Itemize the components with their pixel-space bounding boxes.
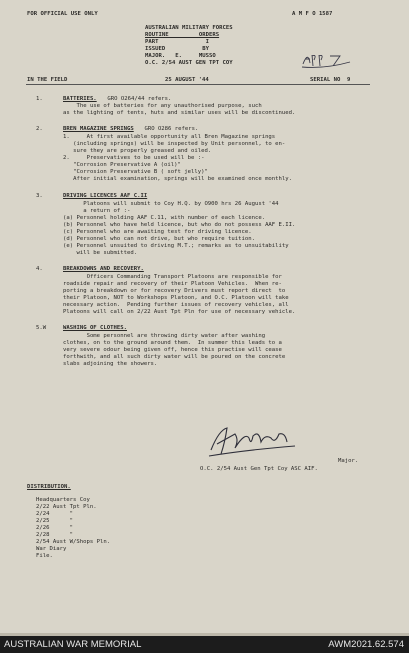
section-line: sure they are properly greased and oiled. [63,148,212,154]
section-line: After initial examination, springs will be examined once monthly. [63,176,293,182]
distribution-item: 2/28 " [36,532,74,538]
archive-footer [0,636,409,653]
section-line: "Corrosion Preservative B ( soft jelly)" [63,169,208,175]
serial-number: SERIAL NO 9 [310,77,351,83]
distribution-item: 2/24 " [36,511,74,517]
order-date: 25 AUGUST '44 [165,77,209,83]
section-line: very severe odour being given off, hence this practise will cease [63,347,282,353]
section-line: will be submitted. [63,250,138,256]
section-line: (including springs) will be inspected by Unit personnel, to en- [63,141,286,147]
section-line: (c) Personnel who are awaiting test for driving licence. [63,229,252,235]
distribution-item: War Diary [36,546,67,552]
section-line: The use of batteries for any unauthorised purpose, such [63,103,262,109]
signatory-appointment: O.C. 2/54 Aust Gen Tpt Coy ASC AIF. [200,466,318,472]
distribution-title: DISTRIBUTION. [27,484,71,490]
classification-label: FOR OFFICIAL USE ONLY [27,11,98,17]
section-line: (b) Personnel who have held licence, but who do not possess AAF E.II. [63,222,296,228]
section-line: slabs adjoining the showers. [63,361,158,367]
section-line: Some personnel are throwing dirty water after washing [63,333,266,339]
distribution-item: 2/54 Aust W/Shops Pln. [36,539,111,545]
issued-label: ISSUED BY [145,46,209,52]
section-line: as the lighting of tents, huts and similar uses will be discontinued. [63,110,296,116]
distribution-item: 2/22 Aust Tpt Pln. [36,504,97,510]
section-title: BATTERIES. [63,96,97,102]
location-label: IN THE FIELD [27,77,68,83]
section-line: GRO O286 refers. [137,126,199,132]
section-line: forthwith, and all such dirty water will be poured on the concrete [63,354,286,360]
section-line: roadside repair and recovery of their Platoon Vehicles. When re- [63,281,282,287]
section-number: 5.W [36,325,47,331]
section-line: Platoons will submit to Coy H.Q. by O900 hrs 26 August '44 [63,201,279,207]
distribution-item: File. [36,553,53,559]
section-number: 3. [36,193,43,199]
section-title: BREN MAGAZINE SPRINGS [63,126,134,132]
section-line: (d) Personnel who can not drive, but who require tuition. [63,236,255,242]
part-label: PART I [145,39,209,45]
section-line: "Corrosion Preservative A (oil)" [63,162,181,168]
routine-orders-title: ROUTINE ORDERS [145,32,220,38]
section-title: DRIVING LICENCES AAF C.II [63,193,148,199]
handwritten-annotation [300,48,352,70]
archive-reference: AWM2021.62.574 [328,639,404,650]
section-number: 2. [36,126,43,132]
major-name: MAJOR. E. MUSSO [145,53,216,59]
force-title: AUSTRALIAN MILITARY FORCES [145,25,233,31]
section-title: BREAKDOWNS AND RECOVERY. [63,266,144,272]
section-line: clothes, on to the ground around them. In summer this leads to a [63,340,282,346]
section-line: their Platoon, NOT to Workshops Platoon, and O.C. Platoon will take [63,295,289,301]
section-number: 4. [36,266,43,272]
section-line: a return of :- [63,208,131,214]
section-line: 2. Preservatives to be used will be :- [63,155,205,161]
archive-name: AUSTRALIAN WAR MEMORIAL [4,639,142,650]
section-title: WASHING OF CLOTHES. [63,325,127,331]
signatory-rank: Major. [338,458,359,464]
handwritten-signature [205,420,300,462]
section-line: Officers Commanding Transport Platoons are responsible for [63,274,282,280]
distribution-item: Headquarters Coy [36,497,90,503]
section-line: (e) Personnel unsuited to driving M.T.; remarks as to unsuitability [63,243,289,249]
distribution-item: 2/25 " [36,518,74,524]
form-number: A M F O 1587 [292,11,333,17]
section-line: necessary action. Pending further issues of recovery vehicles, all [63,302,289,308]
header-divider [26,84,370,85]
section-line: GRO O264/44 refers. [100,96,172,102]
section-line: 1. At first available opportunity all Bren Magazine springs [63,134,276,140]
distribution-item: 2/26 " [36,525,74,531]
section-line: Platoons will call on 2/22 Aust Tpt Pln for use of necessary vehicle. [63,309,296,315]
section-line: porting a breakdown or for recovery Drivers must report direct to [63,288,286,294]
section-line: (a) Personnel holding AAF C.11, with number of each licence. [63,215,266,221]
unit-name: O.C. 2/54 AUST GEN TPT COY [145,60,233,66]
section-number: 1. [36,96,43,102]
